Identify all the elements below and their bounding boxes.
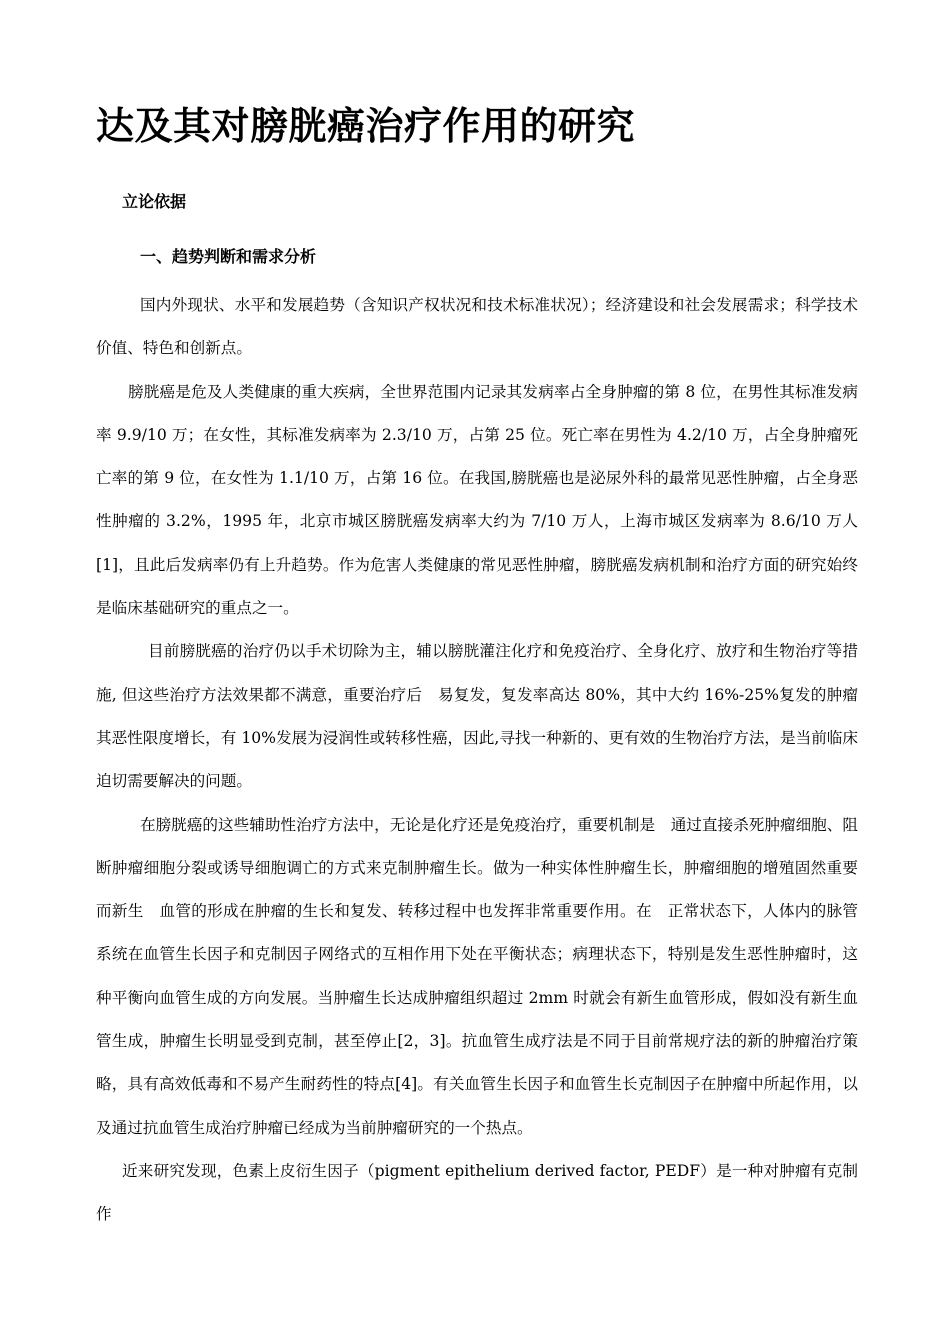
document-title: 达及其对膀胱癌治疗作用的研究	[96, 104, 636, 148]
paragraph-intro: 国内外现状、水平和发展趋势（含知识产权状况和技术标准状况）；经济建设和社会发展需求；科学技术价值、特色和创新点。	[96, 296, 858, 358]
body-text	[96, 284, 858, 1237]
sub-heading: 一、趋势判断和需求分析	[140, 247, 317, 266]
paragraph-incidence: 膀胱癌是危及人类健康的重大疾病，全世界范围内记录其发病率占全身肿瘤的第 8 位，在男性其标准发病率 9.9/10 万；在女性，其标准发病率为 2.3/10 万，占第 25 位。死亡率在男性为 4.2/10 万，占全身肿瘤死亡率的第 9 位，在女性为 1.1/10 万，占第 16 位。在我国,膀胱癌也是泌尿外科的最常见恶性肿瘤，占全身恶性肿瘤的 3.2%，1995 年，北京市城区膀胱癌发病率大约为 7/10 万人，上海市城区发病率为 8.6/10 万人[1]，且此后发病率仍有上升趋势。作为危害人类健康的常见恶性肿瘤，膀胱癌发病机制和治疗方面的研究始终是临床基础研究的重点之一。	[96, 382, 858, 618]
paragraph-pedf: 近来研究发现，色素上皮衍生因子（pigment epithelium derived factor, PEDF）是一种对肿瘤有克制作	[96, 1161, 858, 1224]
paragraph-treatment: 目前膀胱癌的治疗仍以手术切除为主，辅以膀胱灌注化疗和免疫治疗、全身化疗、放疗和生物治疗等措施, 但这些治疗方法效果都不满意，重要治疗后 易复发，复发率高达 80%，其中大约 16%-25%复发的肿瘤其恶性限度增长，有 10%发展为浸润性或转移性癌，因此,寻找一种新的、更有效的生物治疗方法，是当前临床迫切需要解决的问题。	[96, 642, 858, 791]
section-heading: 立论依据	[122, 192, 187, 211]
paragraph-angiogenesis: 在膀胱癌的这些辅助性治疗方法中，无论是化疗还是免疫治疗，重要机制是 通过直接杀死肿瘤细胞、阻断肿瘤细胞分裂或诱导细胞调亡的方式来克制肿瘤生长。做为一种实体性肿瘤生长，肿瘤细胞的增殖固然重要而新生 血管的形成在肿瘤的生长和复发、转移过程中也发挥非常重要作用。在 正常状态下，人体内的脉管系统在血管生长因子和克制因子网络式的互相作用下处在平衡状态；病理状态下，特别是发生恶性肿瘤时，这种平衡向血管生成的方向发展。当肿瘤生长达成肿瘤组织超过 2mm 时就会有新生血管形成，假如没有新生血管生成，肿瘤生长明显受到克制，甚至停止[2，3]。抗血管生成疗法是不同于目前常规疗法的新的肿瘤治疗策略，具有高效低毒和不易产生耐药性的特点[4]。有关血管生长因子和血管生长克制因子在肿瘤中所起作用，以及通过抗血管生成治疗肿瘤已经成为当前肿瘤研究的一个热点。	[96, 815, 858, 1137]
